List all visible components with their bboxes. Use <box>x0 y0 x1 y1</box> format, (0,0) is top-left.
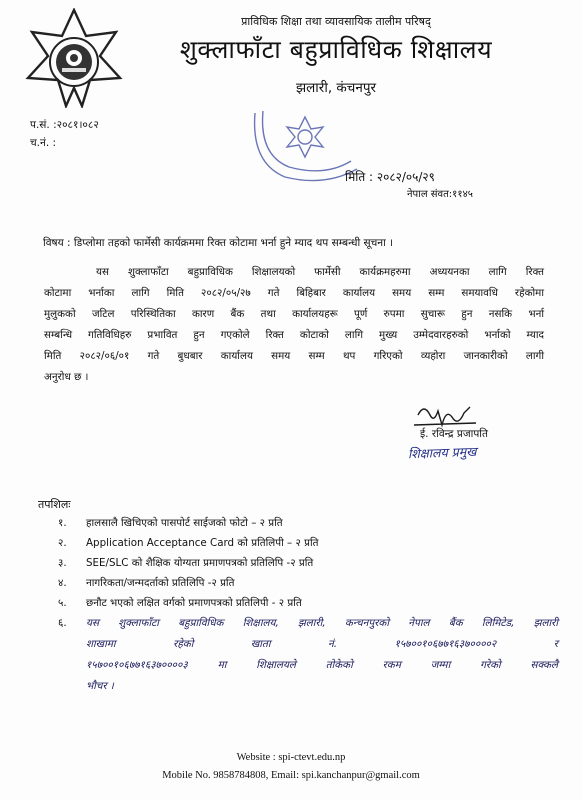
signatory-name: ई. रविन्द्र प्रजापति <box>420 428 488 440</box>
handwritten-line: यस शुक्लाफाँटा बहुप्राविधिक शिक्षालय, झलारी, कन्चनपुरको नेपाल बैंक लिमिटेड, झलारी <box>86 617 558 629</box>
handwritten-line: भौचर । <box>86 680 114 692</box>
handwritten-line: १५७००१०६७७१६३७००००३ मा शिक्षालयले तोकेको रकम जम्मा गरेको सक्कलै <box>86 659 558 671</box>
letter-date: मिति : २०८२/०५/२९ <box>345 170 435 184</box>
item-number: ५. <box>58 597 67 609</box>
body-line: मुलुकको जटिल परिस्थितिका कारण बैंक तथा कार्यालयहरू पूर्ण रुपमा सुचारू हुन नसकि भर्ना <box>44 308 544 320</box>
footer-website: Website : spi-ctevt.edu.np <box>236 752 346 763</box>
item-text: SEE/SLC को शैक्षिक योग्यता प्रमाणपत्रको प्रतिलिपि -२ प्रति <box>86 557 314 569</box>
nepal-sambat-date: नेपाल संवत:११४५ <box>407 189 473 200</box>
list-item <box>58 533 558 553</box>
enclosures-heading: तपशिलः <box>38 498 71 511</box>
body-line: सम्बन्धि गतिविधिहरु प्रभावित हुन गएकोले रिक्त कोटाको लागि मुख्य उम्मेदवारहरुको भर्नाको म्याद <box>44 329 544 341</box>
item-number: २. <box>58 537 67 549</box>
item-text: Application Acceptance Card को प्रतिलिपी – २ प्रति <box>86 537 319 549</box>
list-item <box>58 553 558 573</box>
chalani-number: च.नं. : <box>30 137 57 149</box>
list-item <box>58 573 558 593</box>
institute-name: शुक्लाफाँटा बहुप्राविधिक शिक्षालय <box>179 35 493 64</box>
item-text: हालसालै खिचिएको पासपोर्ट साईजको फोटो – २ प्रति <box>86 517 283 529</box>
item-number: ३. <box>58 557 67 569</box>
list-item <box>58 593 558 613</box>
body-line: मिति २०८२/०६/०१ गते बुधबार कार्यालय समय सम्म थप गरिएको व्यहोरा जानकारीको लागी <box>44 350 544 362</box>
list-item <box>58 513 558 533</box>
body-line: कोटामा भर्नाका लागि मिति २०८२/०५/२७ गते बिहिबार कार्यालय समय सम्म समयावधि रहेकोमा <box>44 287 544 299</box>
item-number: ४. <box>58 577 67 589</box>
handwritten-line: शाखामा रहेको खाता नं. १५७००१०६७७१६३७००००२ र <box>86 638 558 650</box>
enclosures-list <box>58 513 558 697</box>
footer-contact: Mobile No. 9858784808, Email: spi.kanchanpur@gmail.com <box>162 770 420 781</box>
signatory-role-stamp: शिक्षालय प्रमुख <box>407 443 477 462</box>
list-item-handwritten <box>58 613 558 697</box>
item-text: नागरिकता/जन्मदर्ताको प्रतिलिपि -२ प्रति <box>86 577 235 589</box>
letter-body <box>44 262 544 388</box>
item-number: ६. <box>58 617 67 629</box>
item-text: छनौट भएको लक्षित वर्गको प्रमाणपत्रको प्रतिलिपी - २ प्रति <box>86 597 302 609</box>
body-line: यस शुक्लाफाँटा बहुप्राविधिक शिक्षालयको फार्मेसी कार्यक्रमहरुमा अध्ययनका लागि रिक्त <box>96 266 544 278</box>
item-number: १. <box>58 517 67 529</box>
letter-subject: विषय : डिप्लोमा तहको फार्मेसी कार्यक्रममा रिक्त कोटामा भर्ना हुने म्याद थप सम्बन्धी सूचना । <box>43 237 394 249</box>
institute-location: झलारी, कंचनपुर <box>295 80 377 96</box>
parent-organization-name: प्राविधिक शिक्षा तथा व्यावसायिक तालीम परिषद् <box>241 15 431 28</box>
patra-sankhya: प.सं. :२०८१।०८२ <box>30 119 99 131</box>
body-line: अनुरोध छ । <box>44 371 89 383</box>
